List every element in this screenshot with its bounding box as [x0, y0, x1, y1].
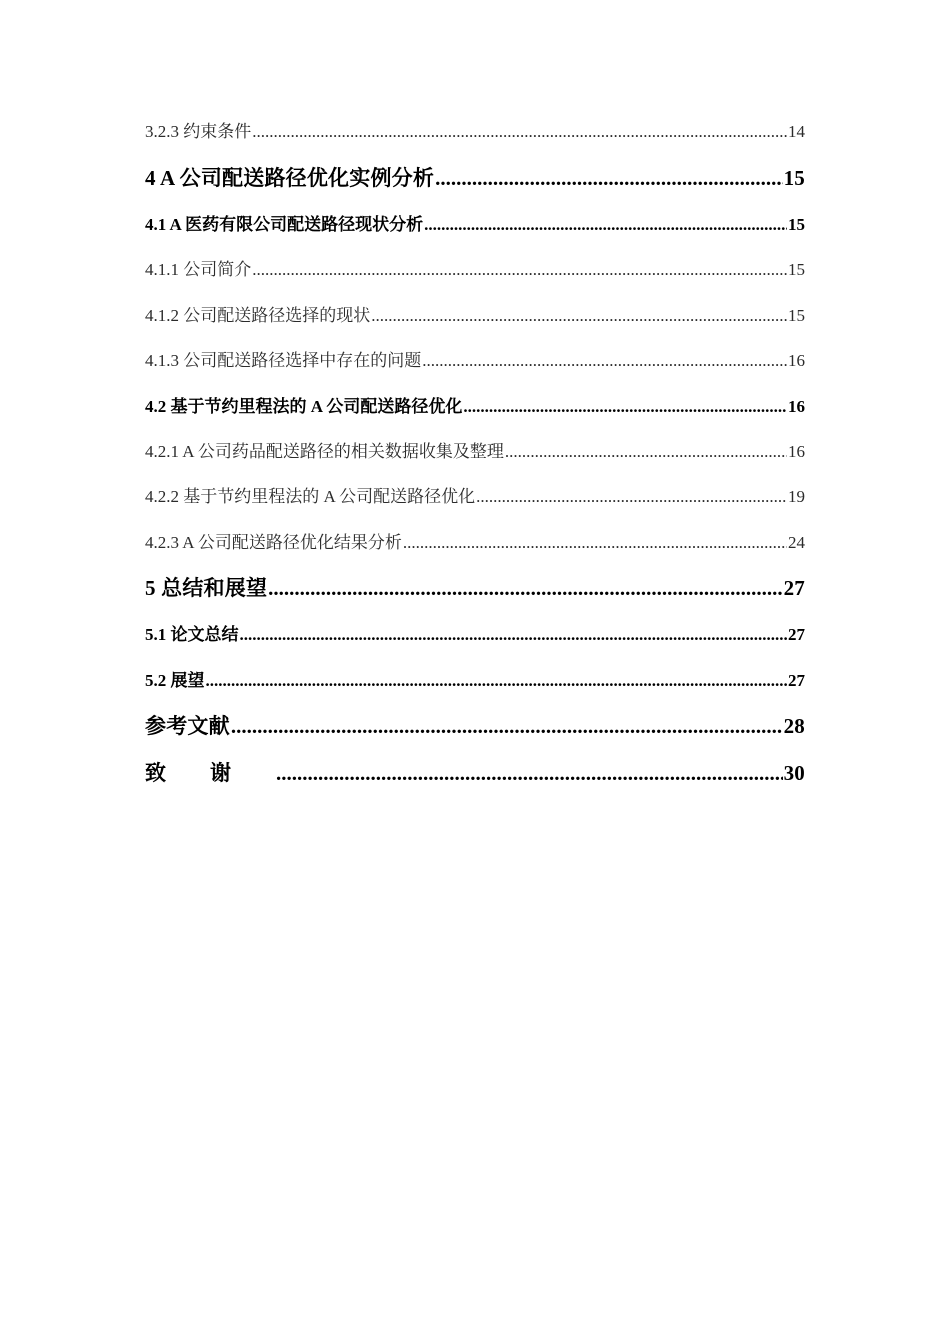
toc-entry-5[interactable] — [145, 576, 805, 601]
toc-entry-4-1[interactable] — [145, 215, 805, 235]
toc-entry-5-1[interactable] — [145, 625, 805, 645]
toc-entry-title: 4.2.1 A 公司药品配送路径的相关数据收集及整理 — [145, 442, 504, 461]
toc-dot-leader — [252, 122, 787, 142]
toc-entry-5-2[interactable] — [145, 671, 805, 691]
toc-dot-leader — [403, 533, 787, 553]
toc-dot-leader — [206, 671, 788, 691]
toc-entry-4[interactable] — [145, 166, 805, 191]
toc-entry-4-1-2[interactable] — [145, 306, 805, 326]
toc-dot-leader — [435, 166, 783, 191]
toc-dot-leader — [463, 397, 787, 417]
toc-entry-4-1-1[interactable] — [145, 260, 805, 280]
toc-entry-title: 4.2.2 基于节约里程法的 A 公司配送路径优化 — [145, 487, 476, 506]
toc-page-number: 28 — [783, 714, 805, 738]
toc-entry-title: 4.1.3 公司配送路径选择中存在的问题 — [145, 351, 422, 370]
toc-entry-4-2-2[interactable] — [145, 487, 805, 507]
toc-dot-leader — [252, 260, 787, 280]
toc-entry-title: 5.1 论文总结 — [145, 625, 239, 644]
toc-dot-leader — [505, 442, 787, 462]
toc-page-number: 16 — [788, 397, 805, 416]
toc-entry-title: 4.1 A 医药有限公司配送路径现状分析 — [145, 215, 424, 234]
toc-entry-4-2[interactable] — [145, 397, 805, 417]
toc-page-number: 15 — [788, 215, 805, 234]
toc-dot-leader — [268, 576, 782, 601]
toc-dot-leader — [424, 215, 787, 235]
toc-dot-leader — [422, 351, 787, 371]
toc-entry-title: 5.2 展望 — [145, 671, 205, 690]
toc-entry-title: 5 总结和展望 — [145, 576, 268, 600]
toc-entry-4-2-1[interactable] — [145, 442, 805, 462]
toc-page-number: 24 — [788, 533, 805, 552]
toc-dot-leader — [476, 487, 787, 507]
toc-entry-title: 参考文献 — [145, 714, 230, 738]
toc-page-number: 16 — [788, 351, 805, 370]
toc-entry-title: 4.1.1 公司简介 — [145, 260, 252, 279]
toc-page-number: 27 — [788, 671, 805, 690]
toc-entry-title: 3.2.3 约束条件 — [145, 122, 252, 141]
toc-page-number: 15 — [788, 306, 805, 325]
toc-dot-leader — [276, 761, 783, 786]
toc-page-number: 27 — [788, 625, 805, 644]
toc-entry-3-2-3[interactable] — [145, 122, 805, 142]
toc-entry-title: 致谢 — [145, 761, 275, 785]
toc-entry-4-1-3[interactable] — [145, 351, 805, 371]
toc-entry-title: 4.2.3 A 公司配送路径优化结果分析 — [145, 533, 402, 552]
toc-entry-references[interactable] — [145, 714, 805, 739]
toc-entry-acknowledgements[interactable] — [145, 761, 805, 786]
toc-dot-leader — [240, 625, 788, 645]
toc-page-number: 16 — [788, 442, 805, 461]
toc-entry-title: 4 A 公司配送路径优化实例分析 — [145, 166, 435, 190]
toc-entry-4-2-3[interactable] — [145, 533, 805, 553]
toc-entry-title: 4.2 基于节约里程法的 A 公司配送路径优化 — [145, 397, 463, 416]
toc-page-number: 14 — [788, 122, 805, 141]
toc-page-number: 27 — [783, 576, 805, 600]
toc-dot-leader — [371, 306, 787, 326]
toc-page-number: 19 — [788, 487, 805, 506]
toc-page-number: 15 — [783, 166, 805, 190]
toc-entry-title: 4.1.2 公司配送路径选择的现状 — [145, 306, 371, 325]
toc-page-number: 15 — [788, 260, 805, 279]
toc-page-number: 30 — [783, 761, 805, 785]
toc-dot-leader — [231, 714, 783, 739]
